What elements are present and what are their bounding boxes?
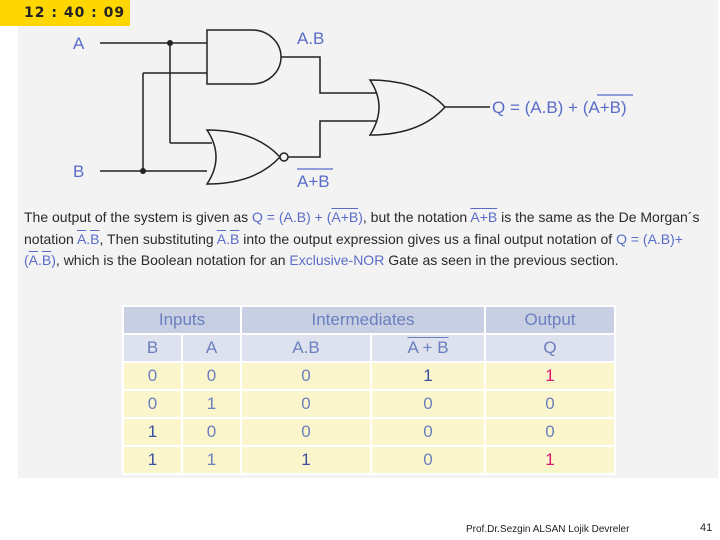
junction-a: [167, 40, 173, 46]
desc-text: is the same as the De Morgan´s notation: [24, 209, 700, 247]
desc-text: Gate as seen in the previous section.: [384, 252, 619, 268]
cell-a: 1: [182, 390, 241, 418]
cell-b: 0: [123, 362, 182, 390]
desc-expr: Q = (A.B) + (: [252, 209, 332, 225]
q-expression: [492, 98, 627, 117]
cell-and: 0: [241, 418, 371, 446]
wire-and-out: [281, 57, 378, 93]
cell-q: 1: [485, 446, 615, 474]
cell-q: 1: [485, 362, 615, 390]
wire-nor-out: [288, 121, 378, 157]
desc-text: , but the notation: [362, 209, 471, 225]
header-and: A.B: [241, 334, 371, 362]
input-b-label: B: [73, 162, 85, 181]
table-row: [123, 362, 615, 390]
desc-expr-bar: $\overline{B}$: [90, 230, 100, 247]
cell-q: 0: [485, 418, 615, 446]
header-b: B: [123, 334, 182, 362]
cell-b: 1: [123, 418, 182, 446]
q-prefix: Q = (A.B) + (: [492, 98, 589, 117]
q-suffix: ): [620, 98, 627, 117]
table-row: [123, 418, 615, 446]
desc-gate-name: Exclusive-NOR: [289, 252, 385, 268]
description-text: [24, 207, 714, 272]
header-a: A: [182, 334, 241, 362]
group-intermediates: Intermediates: [241, 306, 485, 334]
desc-expr: Q = (A.B)+(: [24, 230, 683, 268]
table-group-row: [123, 306, 615, 334]
desc-expr: .: [226, 230, 231, 247]
desc-expr-bar: A+B: [331, 209, 359, 225]
junction-b: [140, 168, 146, 174]
truth-table: [122, 305, 616, 475]
footer-author: Prof.Dr.Sezgin ALSAN Lojik Devreler: [466, 524, 630, 535]
group-output: Output: [485, 306, 615, 334]
table-row: [123, 446, 615, 474]
cell-and: 0: [241, 362, 371, 390]
desc-text: , Then substituting: [99, 230, 217, 247]
cell-nor: 0: [371, 446, 485, 474]
desc-text: into the output expression gives us a final output notation of: [239, 230, 617, 247]
nor-output-label: A+B: [297, 172, 330, 191]
cell-nor: 0: [371, 390, 485, 418]
input-a-label: A: [73, 34, 85, 53]
cell-q: 0: [485, 390, 615, 418]
desc-expr-bar: A+B: [470, 209, 498, 225]
cell-b: 1: [123, 446, 182, 474]
desc-expr: .: [38, 252, 42, 268]
table-header-row: [123, 334, 615, 362]
cell-b: 0: [123, 390, 182, 418]
desc-expr-bar: $\overline{A}$: [28, 252, 39, 268]
and-gate: [207, 30, 281, 84]
cell-and: 1: [241, 446, 371, 474]
header-nor: A + B: [371, 334, 485, 362]
desc-expr-bar: $\overline{B}$: [230, 230, 240, 247]
desc-expr-bar: $\overline{A}$: [76, 230, 87, 247]
cell-nor: 1: [371, 362, 485, 390]
logic-circuit: [0, 0, 720, 200]
cell-nor: 0: [371, 418, 485, 446]
table-row: [123, 390, 615, 418]
desc-expr-bar: $\overline{B}$: [41, 252, 52, 268]
desc-expr: ): [358, 209, 363, 225]
header-q: Q: [485, 334, 615, 362]
cell-and: 0: [241, 390, 371, 418]
desc-expr-bar: $\overline{A}$: [216, 230, 227, 247]
cell-a: 0: [182, 362, 241, 390]
group-inputs: Inputs: [123, 306, 241, 334]
desc-text: The output of the system is given as: [24, 209, 253, 225]
or-gate: [370, 80, 445, 135]
desc-text: , which is the Boolean notation for an: [55, 252, 290, 268]
nor-bubble: [280, 153, 288, 161]
nor-gate: [207, 130, 280, 184]
desc-expr: .: [86, 230, 91, 247]
q-bar: A+B: [588, 98, 621, 117]
cell-a: 1: [182, 446, 241, 474]
timer: 12 : 40 : 09: [0, 0, 130, 26]
cell-a: 0: [182, 418, 241, 446]
page-number: 41: [700, 522, 713, 534]
desc-expr: ): [51, 252, 56, 268]
and-output-label: A.B: [297, 29, 325, 48]
